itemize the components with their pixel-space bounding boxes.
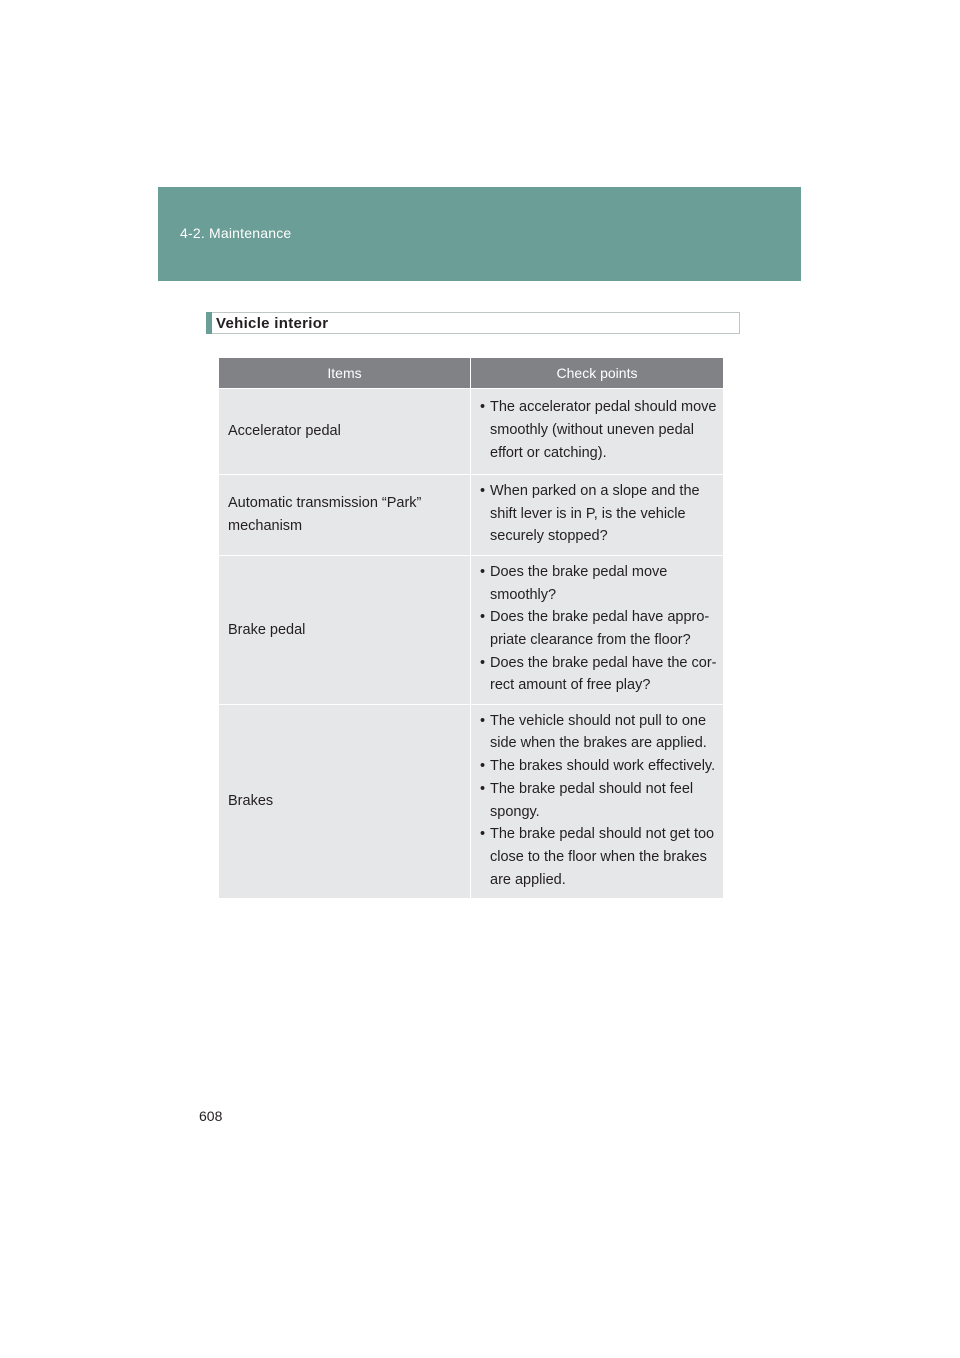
check-point: • The brake pedal should not get too close to the floor when the brakes are applied. (480, 823, 719, 891)
check-point: • Does the brake pedal move smoothly? (480, 561, 719, 606)
inspection-table (219, 358, 723, 898)
check-points-list (480, 480, 719, 548)
section-title: Vehicle interior (216, 315, 329, 332)
check-point: • The accelerator pedal should move smoothly (without uneven pedal effort or catching). (480, 396, 719, 464)
section-label: 4-2. Maintenance (180, 225, 292, 241)
table-row (219, 705, 723, 899)
check-points-list (480, 396, 719, 464)
check-points-list (480, 561, 719, 697)
item-cell: Brakes (219, 705, 471, 899)
section-heading (206, 312, 740, 334)
check-points-list (480, 710, 719, 892)
heading-accent-bar (206, 312, 212, 334)
check-point: • When parked on a slope and the shift lever is in P, is the vehicle securely stopped? (480, 480, 719, 548)
item-cell: Brake pedal (219, 556, 471, 705)
check-points-cell (471, 556, 724, 705)
item-cell: Accelerator pedal (219, 389, 471, 475)
check-points-cell (471, 475, 724, 556)
column-header-check-points: Check points (471, 358, 724, 389)
check-point: • The brake pedal should not feel spongy. (480, 778, 719, 823)
check-point: • The vehicle should not pull to one side when the brakes are applied. (480, 710, 719, 755)
check-points-cell (471, 705, 724, 899)
item-cell: Automatic transmission “Park” mechanism (219, 475, 471, 556)
column-header-items: Items (219, 358, 471, 389)
check-point: • Does the brake pedal have the cor-rect amount of free play? (480, 652, 719, 697)
page-number: 608 (199, 1108, 223, 1124)
check-point: • Does the brake pedal have appro-priate clearance from the floor? (480, 606, 719, 651)
check-point: • The brakes should work effectively. (480, 755, 719, 778)
table-row (219, 475, 723, 556)
table-row (219, 389, 723, 475)
table-row (219, 556, 723, 705)
table-header-row (219, 358, 723, 389)
check-points-cell (471, 389, 724, 475)
chapter-header-band (158, 187, 801, 281)
